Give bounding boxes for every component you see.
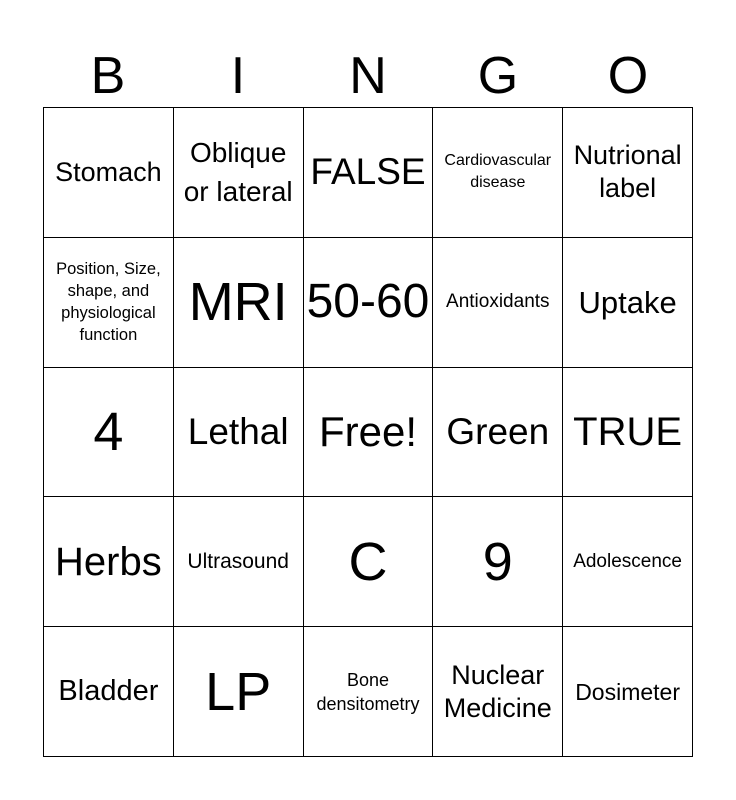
bingo-cell[interactable] — [304, 368, 434, 498]
bingo-cell[interactable] — [174, 108, 304, 238]
bingo-cell[interactable] — [304, 627, 434, 757]
bingo-cell[interactable] — [174, 238, 304, 368]
cell-label: Dosimeter — [575, 678, 680, 705]
bingo-cell[interactable] — [304, 238, 434, 368]
bingo-cell[interactable] — [44, 238, 174, 368]
bingo-cell[interactable] — [433, 108, 563, 238]
cell-label: MRI — [188, 272, 288, 333]
bingo-cell[interactable] — [44, 108, 174, 238]
cell-label: FALSE — [310, 151, 426, 193]
bingo-cell[interactable] — [304, 108, 434, 238]
cell-label: 9 — [482, 531, 513, 592]
cell-label: Oblique or lateral — [183, 137, 293, 208]
cell-label: Ultrasound — [187, 549, 289, 573]
bingo-cell[interactable] — [174, 627, 304, 757]
cell-label: Bladder — [58, 675, 159, 708]
header-letter-i: I — [230, 47, 246, 105]
bingo-cell[interactable] — [44, 368, 174, 498]
cell-label: C — [348, 531, 388, 592]
cell-label: LP — [205, 661, 272, 722]
bingo-cell[interactable] — [44, 627, 174, 757]
cell-label: Position, Size, shape, and physiological function — [56, 260, 161, 345]
cell-label: Antioxidants — [446, 291, 550, 313]
header-letter-n: N — [349, 47, 387, 105]
bingo-cell[interactable] — [433, 238, 563, 368]
cell-label: Stomach — [55, 156, 162, 187]
bingo-cell[interactable] — [563, 368, 693, 498]
bingo-cell[interactable] — [563, 238, 693, 368]
bingo-cell[interactable] — [563, 627, 693, 757]
cell-label: Uptake — [578, 284, 677, 320]
bingo-cell[interactable] — [563, 108, 693, 238]
bingo-cell[interactable] — [174, 368, 304, 498]
cell-label: Cardiovascular disease — [444, 152, 552, 192]
cell-label: Bone densitometry — [316, 669, 420, 714]
bingo-cell[interactable] — [433, 368, 563, 498]
bingo-cell[interactable] — [304, 497, 434, 627]
cell-label: Green — [446, 410, 550, 452]
cell-label: Lethal — [187, 410, 289, 452]
cell-label: Nutrional label — [573, 140, 682, 204]
free-space-label: Free! — [318, 407, 417, 455]
bingo-grid — [43, 107, 693, 757]
cell-label: TRUE — [573, 409, 683, 454]
header-letter-o: O — [607, 47, 649, 105]
bingo-cell[interactable] — [174, 497, 304, 627]
cell-label: Nuclear Medicine — [443, 659, 552, 723]
cell-label: Herbs — [55, 539, 162, 584]
bingo-cell[interactable] — [44, 497, 174, 627]
cell-label: Adolescence — [573, 550, 682, 572]
cell-label: 50-60 — [306, 275, 430, 329]
header-letter-g: G — [477, 47, 519, 105]
cell-label: 4 — [93, 401, 124, 462]
bingo-header — [43, 44, 693, 108]
bingo-cell[interactable] — [433, 627, 563, 757]
header-letter-b: B — [90, 47, 126, 105]
bingo-cell[interactable] — [563, 497, 693, 627]
bingo-cell[interactable] — [433, 497, 563, 627]
